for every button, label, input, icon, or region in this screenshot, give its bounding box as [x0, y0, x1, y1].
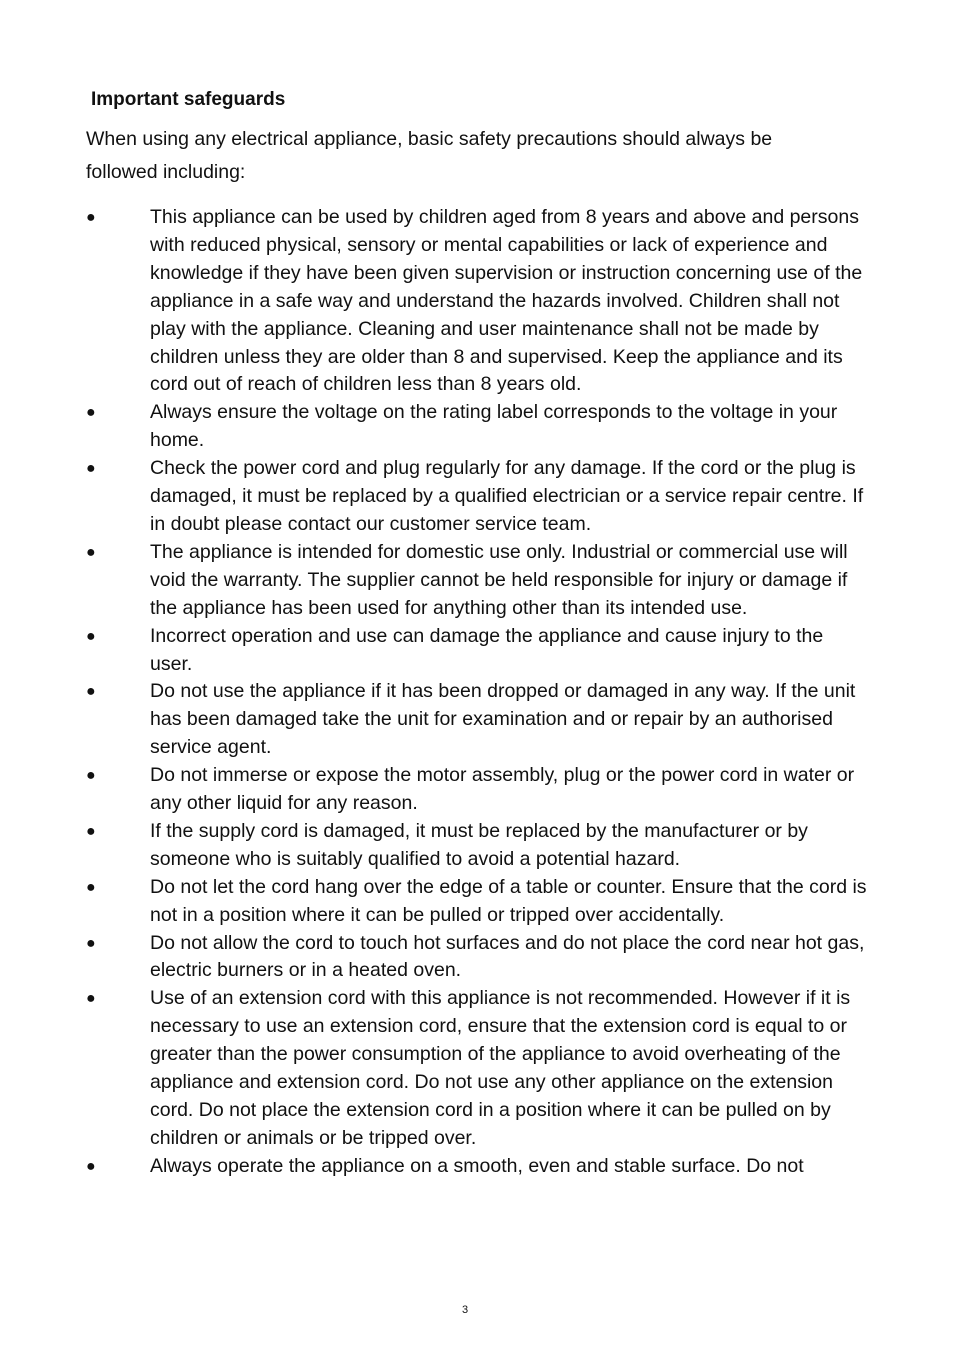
list-item [0, 678, 868, 762]
list-item-text: This appliance can be used by children aged from 8 years and above and persons with reduced physical, sensory or mental capabilities or lack of experience and knowledge if they have been given supervision or instruction concerning use of the appliance in a safe way and understand the hazards involved. Children shall not play with the appliance. Cleaning and user maintenance shall not be made by children unless they are older than 8 and supervised. Keep the appliance and its cord out of reach of children less than 8 years old. [150, 206, 863, 396]
bullet-icon: ● [86, 767, 96, 785]
list-item [0, 455, 868, 539]
list-item [0, 930, 868, 986]
page-number: 3 [461, 1304, 469, 1316]
list-item [0, 874, 868, 930]
list-item-text: Check the power cord and plug regularly for any damage. If the cord or the plug is damaged, it must be replaced by a qualified electrician or a service repair centre. If in doubt please contact our customer service team. [150, 457, 864, 535]
list-item-text: Use of an extension cord with this appliance is not recommended. However if it is necessary to use an extension cord, ensure that the extension cord is equal to or greater than the power consumption of the appliance to avoid overheating of the appliance and extension cord. Do not use any other appliance on the extension cord. Do not place the extension cord in a position where it can be pulled on by children or animals or be tripped over. [150, 987, 851, 1149]
intro-paragraph: When using any electrical appliance, basic safety precautions should always be followed including: [86, 128, 773, 183]
bullet-icon: ● [86, 822, 96, 840]
safeguards-list [0, 204, 954, 1181]
list-item-text: Incorrect operation and use can damage the appliance and cause injury to the user. [150, 624, 824, 675]
bullet-icon: ● [86, 990, 96, 1008]
bullet-icon: ● [86, 404, 96, 422]
list-item [0, 985, 868, 1152]
list-item [0, 399, 868, 455]
list-item [0, 1153, 868, 1181]
bullet-icon: ● [86, 543, 96, 561]
bullet-icon: ● [86, 209, 96, 226]
list-item [0, 204, 868, 399]
bullet-icon: ● [86, 1157, 96, 1175]
list-item [0, 539, 868, 623]
list-item-text: Always operate the appliance on a smooth, even and stable surface. Do not [150, 1154, 804, 1177]
bullet-icon: ● [86, 627, 96, 645]
list-item-text: Do not allow the cord to touch hot surfaces and do not place the cord near hot gas, electric burners or in a heated oven. [150, 931, 865, 982]
section-heading: Important safeguards [91, 89, 286, 110]
list-item [0, 818, 868, 874]
bullet-icon: ● [86, 934, 96, 952]
list-item-text: Always ensure the voltage on the rating label corresponds to the voltage in your home. [150, 401, 838, 452]
list-item-text: If the supply cord is damaged, it must be replaced by the manufacturer or by someone who is suitably qualified to avoid a potential hazard. [150, 819, 808, 870]
list-item-text: Do not immerse or expose the motor assembly, plug or the power cord in water or any other liquid for any reason. [150, 764, 855, 815]
bullet-icon: ● [86, 878, 96, 896]
list-item-text: The appliance is intended for domestic use only. Industrial or commercial use will void the warranty. The supplier cannot be held responsible for injury or damage if the appliance has been used for anything other than its intended use. [150, 540, 848, 619]
bullet-icon: ● [86, 683, 96, 701]
list-item-text: Do not use the appliance if it has been dropped or damaged in any way. If the unit has been damaged take the unit for examination and or repair by an authorised service agent. [150, 680, 856, 759]
list-item [0, 762, 868, 818]
bullet-icon: ● [86, 460, 96, 478]
list-item-text: Do not let the cord hang over the edge of a table or counter. Ensure that the cord is not in a position where it can be pulled or tripped over accidentally. [150, 875, 867, 926]
list-item [0, 623, 868, 679]
